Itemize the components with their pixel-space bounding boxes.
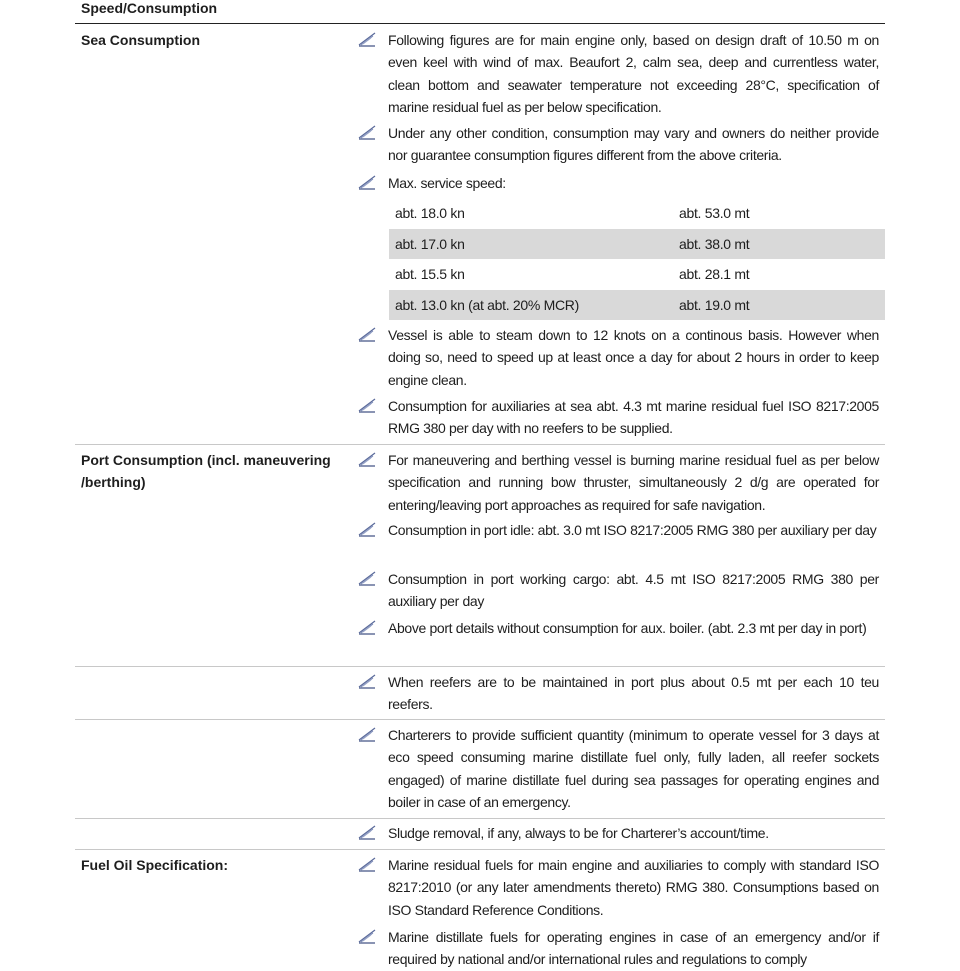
section-divider xyxy=(75,23,885,24)
bullet-item: For maneuvering and berthing vessel is burning marine residual fuel as per below specification and running bow thruster, simultaneously 2 d/g are operated for entering/leaving port approaches as required for safe navigation. xyxy=(358,449,886,516)
section-title: Speed/Consumption xyxy=(81,0,218,16)
row-divider xyxy=(75,849,885,850)
speed-table-row: abt. 15.5 kn abt. 28.1 mt xyxy=(395,266,750,282)
bullet-item: Consumption in port idle: abt. 3.0 mt ISO 8217:2005 RMG 380 per auxiliary per day xyxy=(358,519,886,541)
speed-table-row: abt. 18.0 kn abt. 53.0 mt xyxy=(395,205,750,221)
bullet-item: Under any other condition, consumption may vary and owners do neither provide nor guarantee consumption figures different from the above criteria. xyxy=(358,122,886,167)
speed-table-row: abt. 13.0 kn (at abt. 20% MCR) abt. 19.0 mt xyxy=(389,290,885,321)
pen-writing-icon xyxy=(358,522,376,537)
pen-writing-icon xyxy=(358,929,376,944)
row-divider xyxy=(75,719,885,720)
pen-writing-icon xyxy=(358,674,376,689)
row-divider xyxy=(75,818,885,819)
pen-writing-icon xyxy=(358,175,376,190)
pen-writing-icon xyxy=(358,620,376,635)
sea-consumption-label: Sea Consumption xyxy=(81,32,201,48)
bullet-item: Charterers to provide sufficient quantity (minimum to operate vessel for 3 days at eco speed consuming marine distillate fuel only, fully laden, all reefer sockets engaged) of marine distillate fuel during sea passages for operating engines and boiler in case of an emergency. xyxy=(358,724,886,814)
row-divider xyxy=(75,666,885,667)
pen-writing-icon xyxy=(358,571,376,586)
pen-writing-icon xyxy=(358,452,376,467)
bullet-item: Marine distillate fuels for operating engines in case of an emergency and/or if required by national and/or international rules and regulations to comply xyxy=(358,926,886,971)
bullet-item: Marine residual fuels for main engine and auxiliaries to comply with standard ISO 8217:2010 (or any later amendments thereto) RMG 380. Consumptions based on ISO Standard Reference Conditions. xyxy=(358,854,886,921)
bullet-item: Consumption in port working cargo: abt. 4.5 mt ISO 8217:2005 RMG 380 per auxiliary per day xyxy=(358,568,886,613)
pen-writing-icon xyxy=(358,727,376,742)
pen-writing-icon xyxy=(358,857,376,872)
pen-writing-icon xyxy=(358,125,376,140)
bullet-item: When reefers are to be maintained in port plus about 0.5 mt per each 10 teu reefers. xyxy=(358,671,886,716)
bullet-item: Consumption for auxiliaries at sea abt. 4.3 mt marine residual fuel ISO 8217:2005 RMG 380 per day with no reefers to be supplied. xyxy=(358,395,886,440)
port-consumption-label: Port Consumption (incl. maneuvering /berthing) xyxy=(81,452,331,491)
row-divider xyxy=(75,444,885,445)
bullet-item: Following figures are for main engine only, based on design draft of 10.50 m on even keel with wind of max. Beaufort 2, calm sea, deep and currentless water, clean bottom and seawater temperature not exceeding 28°C, specification of marine residual fuel as per below specification. xyxy=(358,29,886,119)
fuel-oil-spec-label: Fuel Oil Specification: xyxy=(81,857,229,873)
pen-writing-icon xyxy=(358,32,376,47)
bullet-item: Max. service speed: xyxy=(358,172,886,194)
pen-writing-icon xyxy=(358,825,376,840)
bullet-item: Vessel is able to steam down to 12 knots on a continous basis. However when doing so, need to speed up at least once a day for about 2 hours in order to keep engine clean. xyxy=(358,324,886,391)
pen-writing-icon xyxy=(358,327,376,342)
bullet-item: Sludge removal, if any, always to be for Charterer’s account/time. xyxy=(358,822,886,844)
speed-table-row: abt. 17.0 kn abt. 38.0 mt xyxy=(389,229,885,260)
pen-writing-icon xyxy=(358,398,376,413)
bullet-item: Above port details without consumption for aux. boiler. (abt. 2.3 mt per day in port) xyxy=(358,617,886,639)
